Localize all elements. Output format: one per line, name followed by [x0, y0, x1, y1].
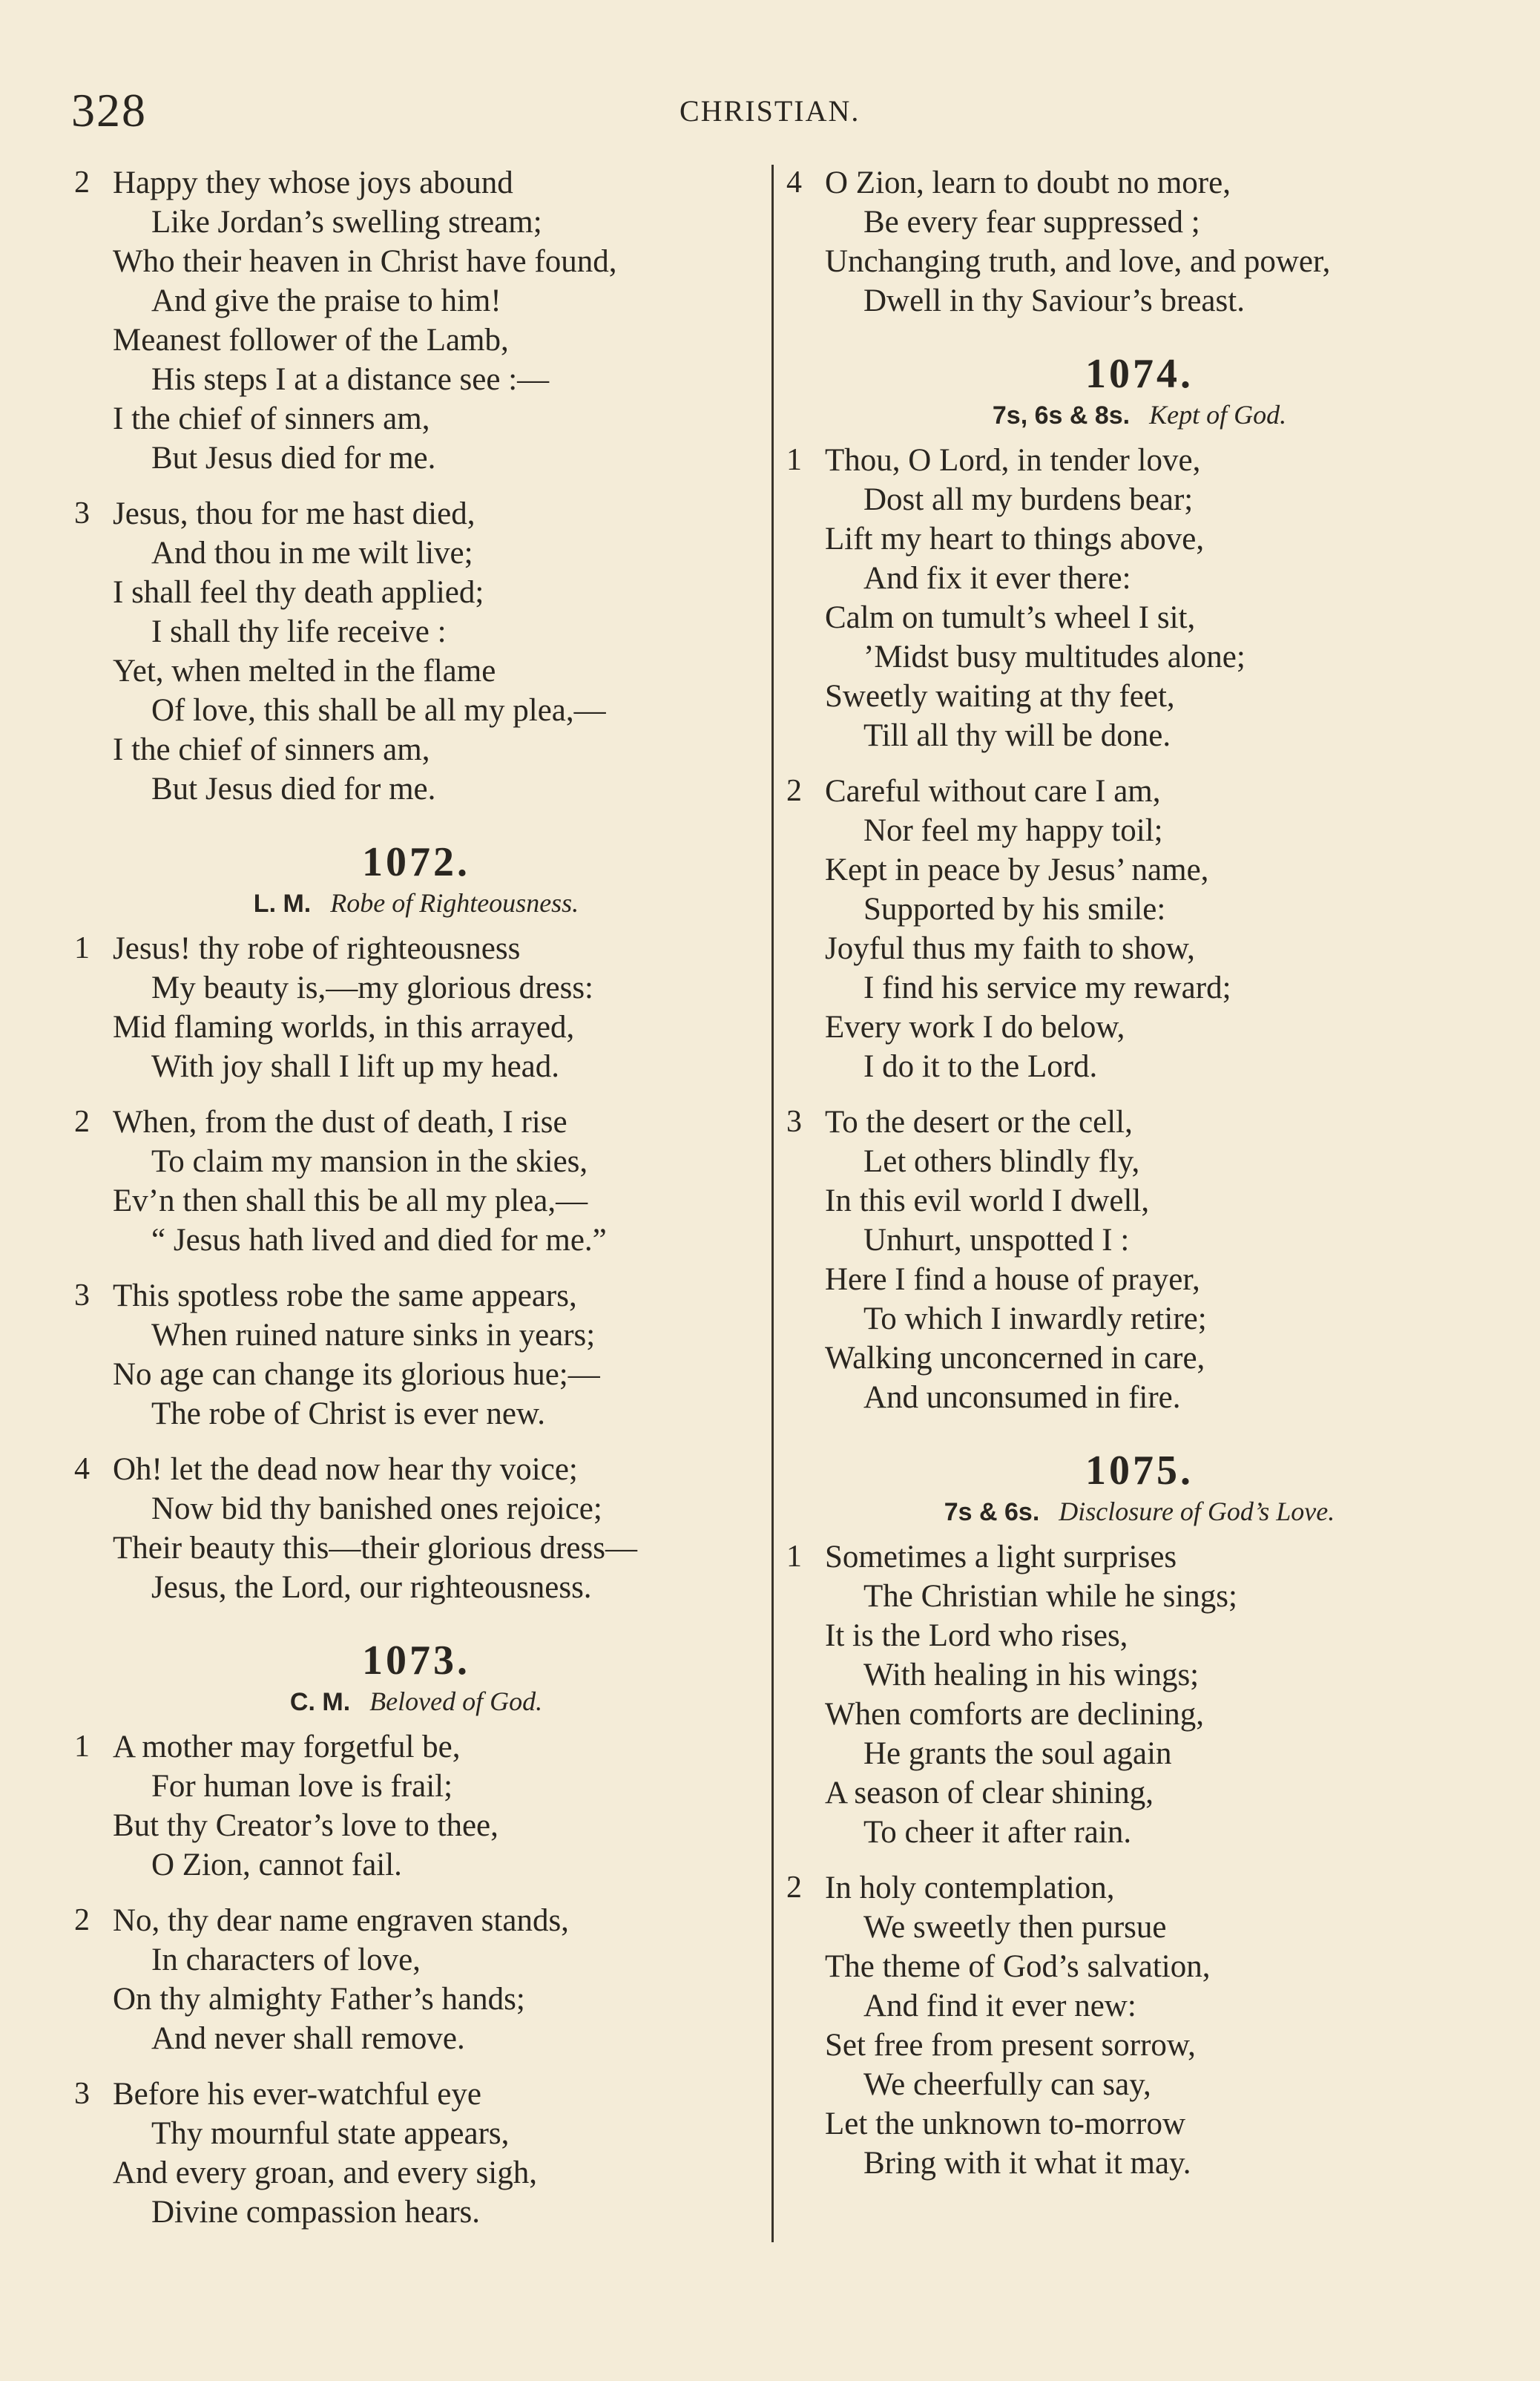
- verse-line: Meanest follower of the Lamb,: [113, 323, 509, 358]
- verse-line: Calm on tumult’s wheel I sit,: [825, 600, 1196, 635]
- verse-line: And unconsumed in fire.: [863, 1380, 1181, 1415]
- hymn-heading: [783, 1496, 1495, 1527]
- verse-line: In characters of love,: [151, 1942, 421, 1977]
- verse-line: Sometimes a light surprises: [825, 1540, 1177, 1574]
- left-column: [71, 163, 761, 2248]
- right-column: [783, 163, 1495, 2199]
- hymn-meter: L. M.: [253, 890, 312, 918]
- verse-line: Ev’n then shall this be all my plea,—: [113, 1183, 588, 1218]
- stanza: [783, 163, 1495, 321]
- verse-line: Jesus, the Lord, our righteousness.: [151, 1570, 592, 1605]
- stanza: [71, 163, 761, 478]
- verse-line: On thy almighty Father’s hands;: [113, 1982, 525, 2017]
- stanza: [783, 441, 1495, 755]
- verse-line: But Jesus died for me.: [151, 772, 436, 807]
- verse-line: I the chief of sinners am,: [113, 401, 430, 436]
- verse-line: Nor feel my happy toil;: [863, 813, 1163, 848]
- verse-line: Let others blindly fly,: [863, 1144, 1140, 1179]
- verse-line: O Zion, learn to doubt no more,: [825, 165, 1231, 200]
- hymn-heading: [71, 887, 761, 919]
- verse-line: And fix it ever there:: [863, 561, 1131, 596]
- verse-line: And never shall remove.: [151, 2021, 465, 2056]
- stanza-number: 3: [74, 2077, 90, 2111]
- stanza: [71, 1901, 761, 2058]
- verse-line: And thou in me wilt live;: [151, 536, 473, 571]
- verse-line: ’Midst busy multitudes alone;: [863, 640, 1246, 674]
- verse-line: I the chief of sinners am,: [113, 732, 430, 767]
- verse-line: Thou, O Lord, in tender love,: [825, 443, 1201, 478]
- stanza-number: 1: [74, 1730, 90, 1764]
- verse-line: Oh! let the dead now hear thy voice;: [113, 1452, 578, 1487]
- stanza: [783, 1103, 1495, 1417]
- verse-line: Walking unconcerned in care,: [825, 1341, 1205, 1376]
- verse-line: It is the Lord who rises,: [825, 1618, 1128, 1653]
- verse-line: The robe of Christ is ever new.: [151, 1396, 545, 1431]
- verse-line: In holy contemplation,: [825, 1871, 1115, 1905]
- verse-line: The Christian while he sings;: [863, 1579, 1237, 1614]
- hymn-meter: 7s, 6s & 8s.: [992, 401, 1131, 430]
- hymn-title: Beloved of God.: [369, 1687, 543, 1716]
- stanza-number: 2: [74, 165, 90, 200]
- hymn-number: 1072.: [362, 839, 470, 885]
- hymn-meter: C. M.: [289, 1688, 351, 1716]
- hymn-number: 1074.: [1085, 351, 1194, 397]
- verse-line: Set free from present sorrow,: [825, 2028, 1196, 2063]
- verse-line: He grants the soul again: [863, 1736, 1172, 1771]
- verse-line: Thy mournful state appears,: [151, 2116, 510, 2151]
- verse-line: When ruined nature sinks in years;: [151, 1318, 596, 1353]
- verse-line: Of love, this shall be all my plea,—: [151, 693, 606, 728]
- stanza: [71, 1727, 761, 1885]
- stanza-number: 3: [786, 1105, 802, 1139]
- verse-line: I shall feel thy death applied;: [113, 575, 484, 610]
- verse-line: Lift my heart to things above,: [825, 522, 1205, 556]
- stanza-number: 2: [74, 1105, 90, 1139]
- verse-line: Bring with it what it may.: [863, 2146, 1191, 2181]
- hymn-number: 1073.: [362, 1638, 470, 1684]
- verse-line: We cheerfully can say,: [863, 2067, 1151, 2102]
- stanza-number: 2: [74, 1903, 90, 1937]
- verse-line: This spotless robe the same appears,: [113, 1278, 577, 1313]
- verse-line: I do it to the Lord.: [863, 1049, 1098, 1084]
- verse-line: Now bid thy banished ones rejoice;: [151, 1491, 602, 1526]
- verse-line: To cheer it after rain.: [863, 1815, 1132, 1850]
- verse-line: To which I inwardly retire;: [863, 1301, 1207, 1336]
- verse-line: Happy they whose joys abound: [113, 165, 513, 200]
- verse-line: I shall thy life receive :: [151, 614, 447, 649]
- verse-line: With healing in his wings;: [863, 1658, 1200, 1692]
- verse-line: Careful without care I am,: [825, 774, 1161, 809]
- verse-line: Jesus! thy robe of righteousness: [113, 931, 521, 966]
- verse-line: I find his service my reward;: [863, 971, 1231, 1005]
- verse-line: Be every fear suppressed ;: [863, 205, 1200, 240]
- verse-line: Till all thy will be done.: [863, 718, 1171, 753]
- running-title: CHRISTIAN.: [679, 94, 861, 128]
- verse-line: No, thy dear name engraven stands,: [113, 1903, 569, 1938]
- verse-line: In this evil world I dwell,: [825, 1183, 1150, 1218]
- verse-line: When comforts are declining,: [825, 1697, 1205, 1732]
- stanza-number: 3: [74, 496, 90, 531]
- verse-line: And give the praise to him!: [151, 283, 501, 318]
- verse-line: With joy shall I lift up my head.: [151, 1049, 560, 1084]
- hymn-title: Kept of God.: [1149, 400, 1287, 430]
- verse-line: Here I find a house of prayer,: [825, 1262, 1200, 1297]
- stanza-number: 1: [74, 931, 90, 965]
- verse-line: Kept in peace by Jesus’ name,: [825, 853, 1209, 887]
- stanza: [783, 772, 1495, 1086]
- verse-line: A season of clear shining,: [825, 1776, 1154, 1810]
- stanza-number: 1: [786, 1540, 802, 1574]
- verse-line: Mid flaming worlds, in this arrayed,: [113, 1010, 575, 1045]
- stanza-number: 4: [786, 165, 802, 200]
- verse-line: We sweetly then pursue: [863, 1910, 1167, 1945]
- hymn-heading: [783, 399, 1495, 430]
- verse-line: Unchanging truth, and love, and power,: [825, 244, 1331, 279]
- verse-line: A mother may forgetful be,: [113, 1730, 461, 1764]
- page-header: [71, 83, 1481, 150]
- verse-line: My beauty is,—my glorious dress:: [151, 971, 593, 1005]
- stanza-number: 2: [786, 1871, 802, 1905]
- stanza: [71, 929, 761, 1086]
- hymn-title: Robe of Righteousness.: [330, 888, 579, 918]
- stanza: [71, 2075, 761, 2232]
- verse-line: Yet, when melted in the flame: [113, 654, 496, 689]
- stanza: [783, 1868, 1495, 2183]
- page-number: 328: [71, 84, 147, 137]
- column-divider: [771, 165, 774, 2242]
- verse-line: When, from the dust of death, I rise: [113, 1105, 567, 1140]
- verse-line: O Zion, cannot fail.: [151, 1848, 402, 1882]
- stanza: [71, 1450, 761, 1607]
- verse-line: No age can change its glorious hue;—: [113, 1357, 600, 1392]
- hymn-heading: [71, 1686, 761, 1717]
- verse-line: For human love is frail;: [151, 1769, 453, 1804]
- verse-line: Like Jordan’s swelling stream;: [151, 205, 542, 240]
- verse-line: But Jesus died for me.: [151, 441, 436, 476]
- stanza-number: 2: [786, 774, 802, 808]
- verse-line: Every work I do below,: [825, 1010, 1125, 1045]
- verse-line: Dost all my burdens bear;: [863, 482, 1194, 517]
- verse-line: “ Jesus hath lived and died for me.”: [151, 1223, 607, 1258]
- stanza: [783, 1537, 1495, 1852]
- stanza-number: 3: [74, 1278, 90, 1313]
- verse-line: And find it ever new:: [863, 1988, 1136, 2023]
- verse-line: Joyful thus my faith to show,: [825, 931, 1195, 966]
- verse-line: Unhurt, unspotted I :: [863, 1223, 1130, 1258]
- verse-line: To claim my mansion in the skies,: [151, 1144, 588, 1179]
- verse-line: Before his ever-watchful eye: [113, 2077, 481, 2112]
- hymn-title: Disclosure of God’s Love.: [1059, 1497, 1335, 1526]
- verse-line: Dwell in thy Saviour’s breast.: [863, 283, 1245, 318]
- verse-line: Supported by his smile:: [863, 892, 1166, 927]
- verse-line: Divine compassion hears.: [151, 2195, 481, 2230]
- verse-line: Who their heaven in Christ have found,: [113, 244, 617, 279]
- stanza-number: 1: [786, 443, 802, 477]
- verse-line: And every groan, and every sigh,: [113, 2155, 537, 2190]
- verse-line: But thy Creator’s love to thee,: [113, 1808, 498, 1843]
- verse-line: Their beauty this—their glorious dress—: [113, 1531, 637, 1566]
- stanza-number: 4: [74, 1452, 90, 1486]
- hymn-number: 1075.: [1085, 1448, 1194, 1494]
- stanza: [71, 494, 761, 809]
- stanza: [71, 1276, 761, 1433]
- verse-line: His steps I at a distance see :—: [151, 362, 550, 397]
- stanza: [71, 1103, 761, 1260]
- verse-line: Sweetly waiting at thy feet,: [825, 679, 1175, 714]
- verse-line: Jesus, thou for me hast died,: [113, 496, 476, 531]
- verse-line: Let the unknown to-morrow: [825, 2106, 1186, 2141]
- hymn-meter: 7s & 6s.: [944, 1498, 1040, 1526]
- verse-line: To the desert or the cell,: [825, 1105, 1133, 1140]
- verse-line: The theme of God’s salvation,: [825, 1949, 1211, 1984]
